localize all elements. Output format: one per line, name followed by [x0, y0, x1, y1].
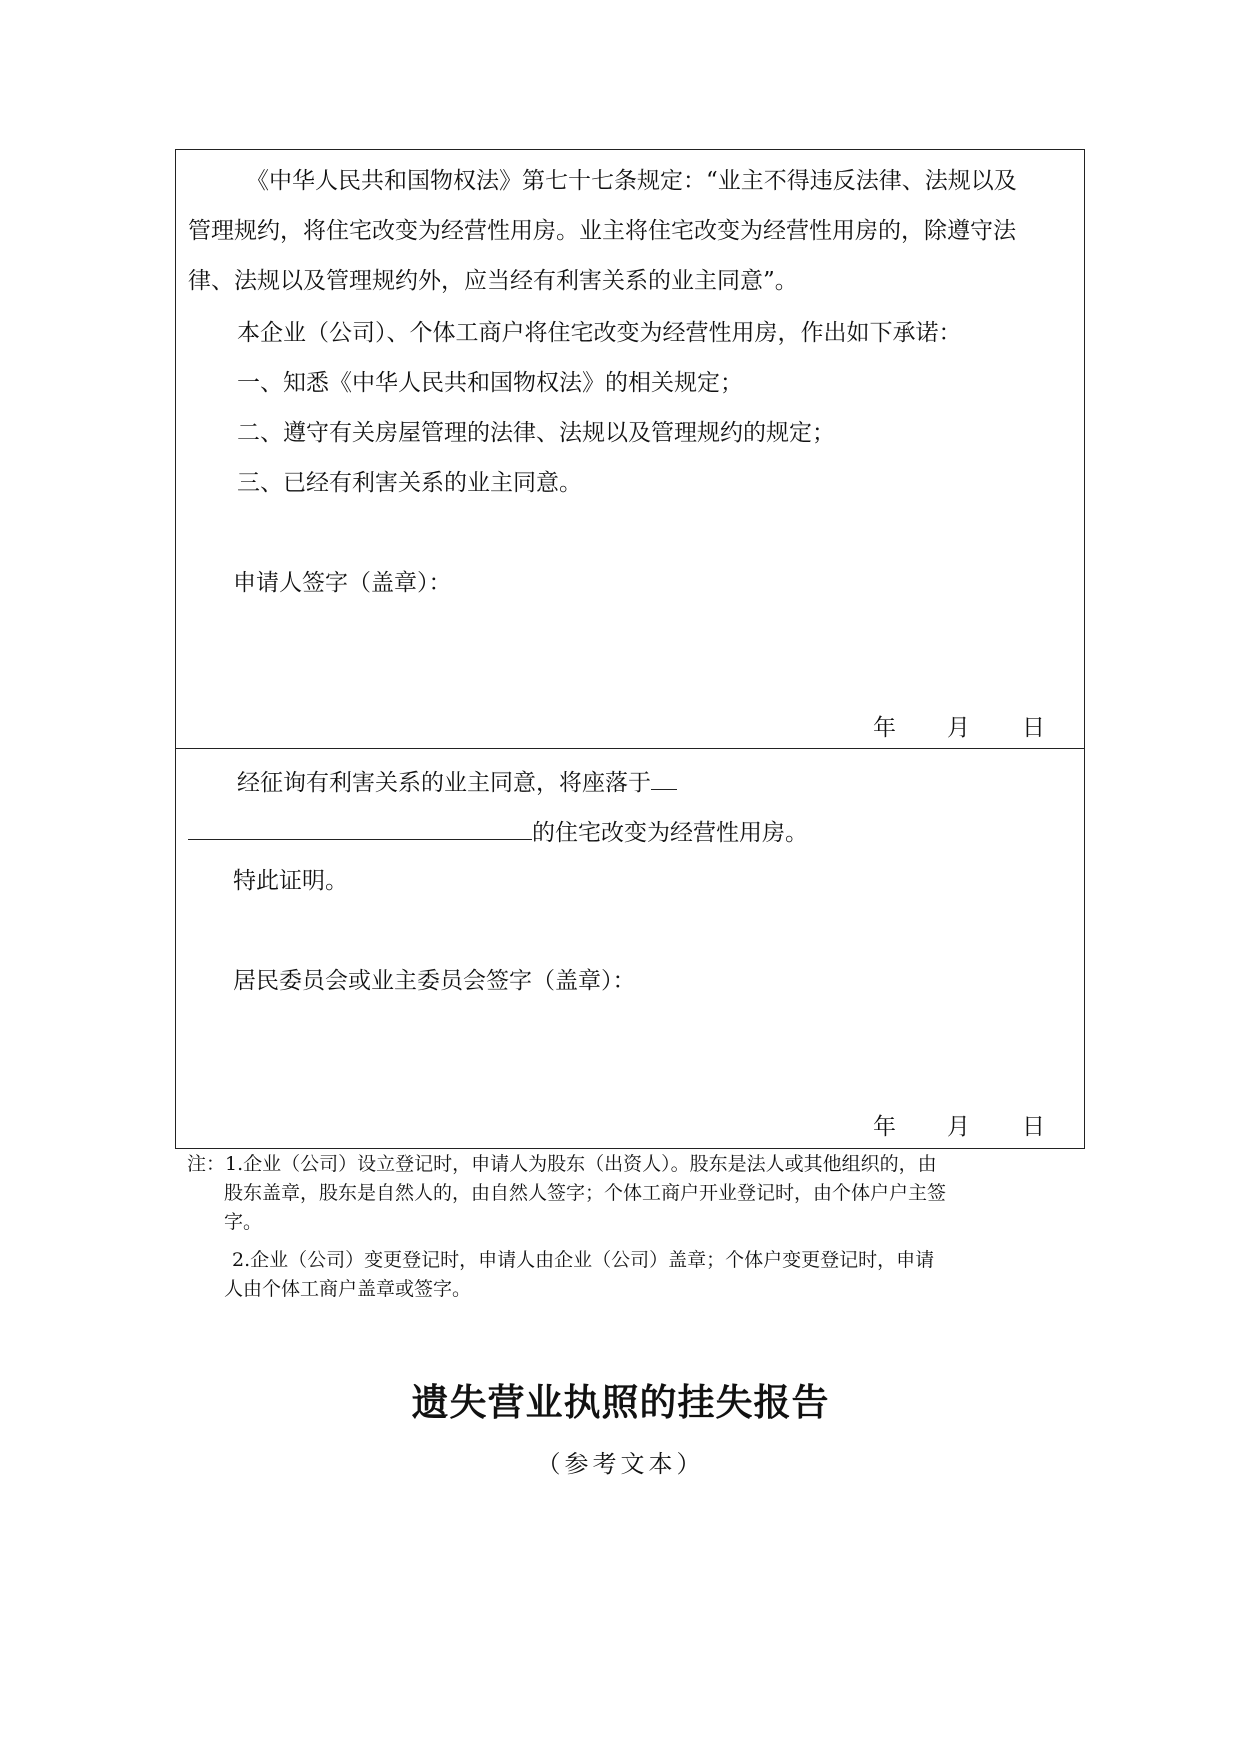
page-title: 遗失营业执照的挂失报告 — [411, 1380, 830, 1424]
applicant-signature-label: 申请人签字（盖章）： — [233, 570, 452, 596]
commitment-item-3: 三、已经有利害关系的业主同意。 — [237, 470, 582, 496]
commitment-intro: 本企业（公司）、个体工商户将住宅改变为经营性用房，作出如下承诺： — [237, 320, 962, 346]
page-subtitle: （参考文本） — [536, 1450, 705, 1478]
consent-line-1 — [237, 767, 677, 798]
note-2-line-1: 2.企业（公司）变更登记时，申请人由企业（公司）盖章；个体户变更登记时，申请 — [232, 1249, 935, 1271]
certification-text: 特此证明。 — [233, 868, 348, 894]
law-quote-line-3: 律、法规以及管理规约外，应当经有利害关系的业主同意”。 — [188, 268, 798, 294]
date-year-label: 年 — [873, 1114, 896, 1140]
date-month-label: 月 — [947, 1114, 970, 1140]
note-2-line-2: 人由个体工商户盖章或签字。 — [224, 1278, 472, 1300]
commitment-item-2: 二、遵守有关房屋管理的法律、法规以及管理规约的规定； — [237, 420, 835, 446]
note-1-line-3: 字。 — [224, 1211, 263, 1233]
date-month-label: 月 — [947, 715, 970, 741]
law-quote-line-1: 《中华人民共和国物权法》第七十七条规定：“业主不得违反法律、法规以及 — [246, 168, 1017, 194]
date-day-label: 日 — [1022, 715, 1045, 741]
note-1-line-2: 股东盖章，股东是自然人的，由自然人签字；个体工商户开业登记时，由个体户户主签 — [224, 1182, 947, 1204]
section-divider — [176, 748, 1084, 749]
date-year-label: 年 — [873, 715, 896, 741]
address-blank[interactable] — [188, 817, 532, 840]
date-day-label: 日 — [1022, 1114, 1045, 1140]
note-1-line-1: 注：1.企业（公司）设立登记时，申请人为股东（出资人）。股东是法人或其他组织的，由 — [187, 1153, 937, 1175]
consent-line-1-text: 经征询有利害关系的业主同意，将座落于 — [237, 770, 651, 796]
commitment-form-table — [175, 149, 1085, 1149]
committee-signature-label: 居民委员会或业主委员会签字（盖章）： — [233, 968, 636, 994]
consent-line-2-text: 的住宅改变为经营性用房。 — [532, 820, 808, 846]
address-blank-start[interactable] — [651, 767, 677, 790]
commitment-item-1: 一、知悉《中华人民共和国物权法》的相关规定； — [237, 370, 743, 396]
law-quote-line-2: 管理规约，将住宅改变为经营性用房。业主将住宅改变为经营性用房的，除遵守法 — [188, 218, 1016, 244]
consent-line-2 — [188, 817, 808, 848]
